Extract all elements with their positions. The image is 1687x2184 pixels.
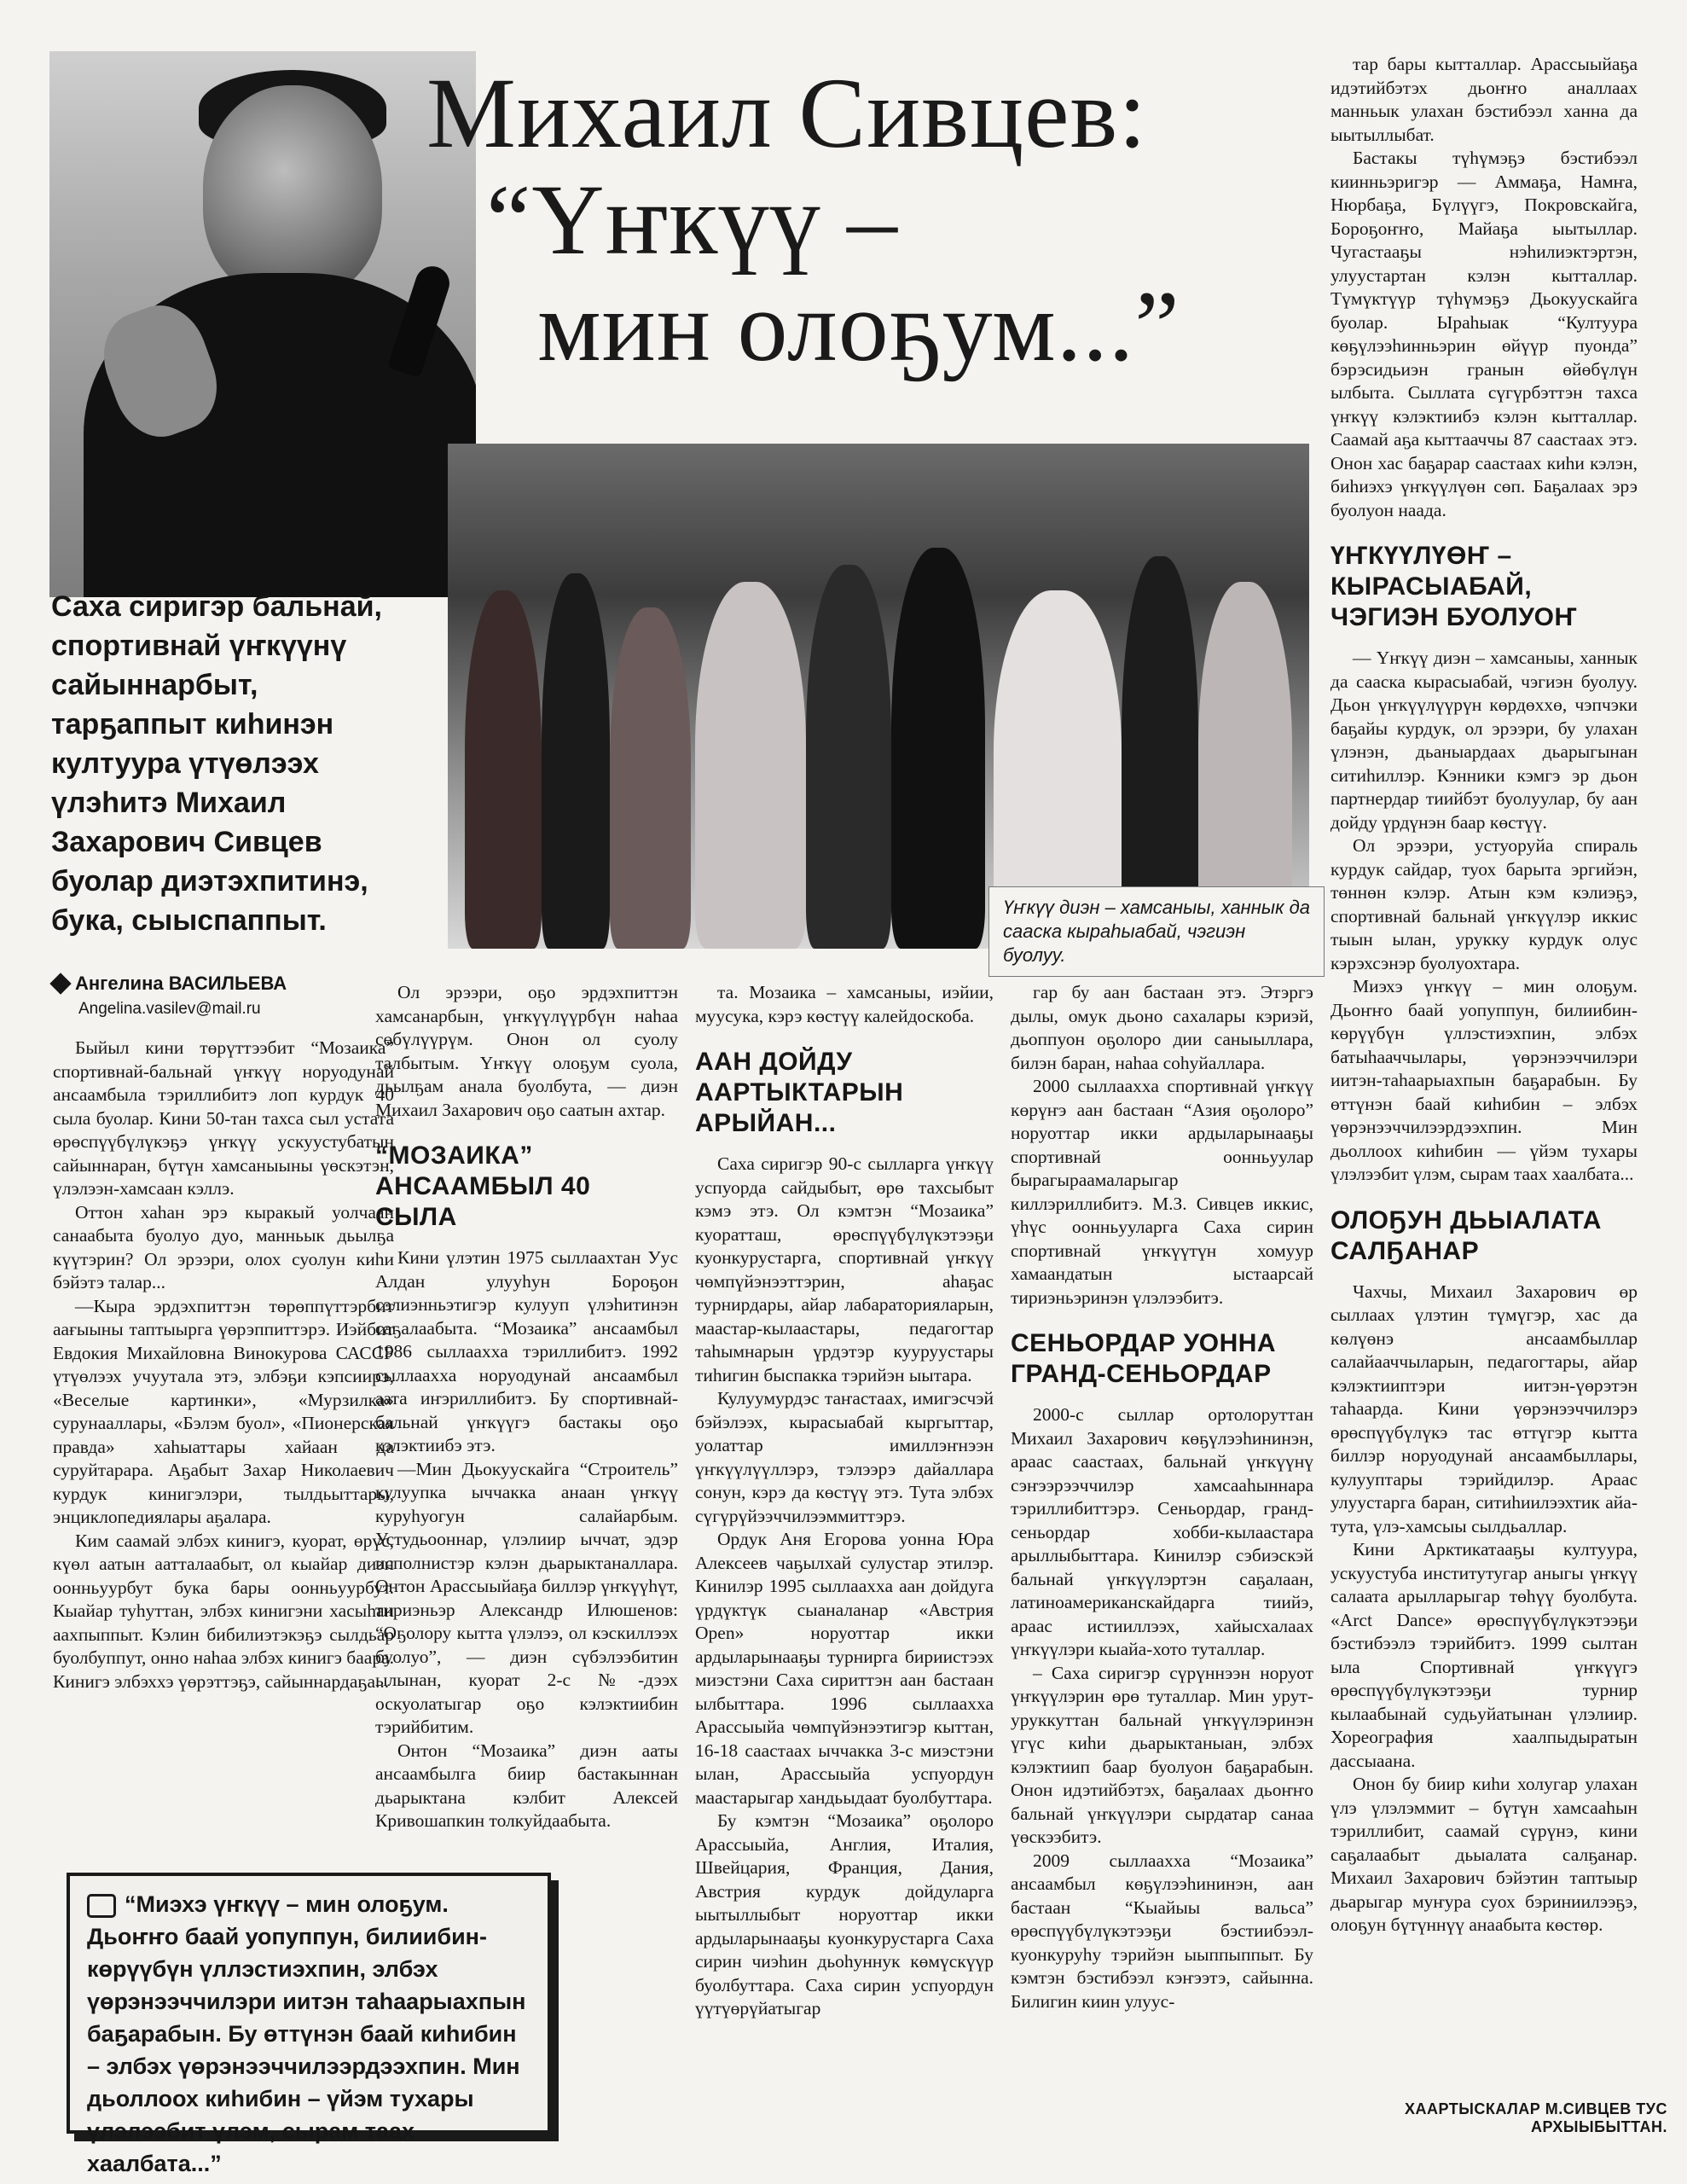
paragraph: Быйыл кини төрүттээбит “Мозаика” спортивнай-бальнай үҥкүү норуодунай ансаамбыла тэриллибитэ лоп курдук 40 сыла буолар. Кини 50-тан тахса сыл устата өрөспүүбүлүкэҕэ үҥкүү ускуустубатын сайыннаран, бүтүн хамсаныыны үөскэтэн, үлэлээн-хамсаан кэллэ. [53, 1037, 394, 1199]
photo-caption: Үҥкүү диэн – хамсаныы, ханнык да сааска кыраһыабай, чэгиэн буолуу. [989, 887, 1324, 976]
paragraph: Чахчы, Михаил Захарович өр сыллаах үлэтин түмүгэр, хас да көлүөнэ ансаамбыллар салайааччыларын, педагогтары, айар кэлэктииптэри иитэн-үөрэтэн таһаарда. Кини үөрэнээччилэрэ өрөспүүбүлүкэ тас өттүгэр кытта биллэр норуодунай ансаамбыллары, кулууптары тэрийдилэр. Араас улуустарга баран, ситиһиилээхтик айа-тута, үлэ-хамсыы сылдьаллар. [1330, 1281, 1638, 1536]
paragraph: тар бары кытталлар. Арассыыйаҕа идэтийбэтэх дьоҥҥо аналлаах манньык улахан бэстибээл ханна да ыытыллыбат. [1330, 54, 1638, 145]
author-name: Ангелина ВАСИЛЬЕВА [75, 973, 287, 994]
pen-icon [49, 973, 71, 994]
column-4 [1011, 981, 1313, 2013]
subheading: ОЛОҔУН ДЬЫАЛАТА САЛҔАНАР [1330, 1205, 1602, 1265]
headline-line-3: мин олоҕум...” [537, 270, 1180, 382]
paragraph: 2000 сыллаахха спортивнай үҥкүү көрүҥэ аан бастаан “Азия оҕолоро” норуоттар икки ардыларынааҕы спортивнай оонньуулар бырагыраамаларыгар киллэриллибитэ. М.З. Сивцев иккис, үһүс оонньууларга Саха сирин спортивнай үҥкүүтүн хомуур хамаандатын ыстаарсай тириэньэринэн үлэлээбитэ. [1011, 1076, 1313, 1308]
paragraph: Кини Арктикатааҕы култуура, ускуустуба институтугар аныгы үҥкүү салаата арылларыгар төһүү буолбута. «Arct Dance» өрөспүүбүлүкэтээҕи бэстибээлэ тэрийбитэ. 1999 сылтан ыла Спортивнай үҥкүүгэ өрөспүүбүлүкэтээҕи турнир кылаабынай судьуйатынан үлэлиир. Хореография хаалпыдыратын дассыаана. [1330, 1539, 1638, 1771]
column-1 [53, 1037, 394, 1693]
subheading: ҮҤКҮҮЛҮӨҤ – КЫРАСЫАБАЙ, ЧЭГИЭН БУОЛУОҤ [1330, 542, 1578, 631]
byline [53, 973, 386, 1019]
paragraph: Бастакы түһүмэҕэ бэстибээл киинньэригэр — Аммаҕа, Намҥа, Нюрбаҕа, Бүлүүгэ, Покровскайга, Бороҕоҥҥо, Майаҕа ыытыллар. Чугастааҕы нэһилиэктэртэн, улуустартан кэлэн кытталлар. Түмүктүүр түһүмэҕэ Дьокуускайга буолар. Ыраһыак “Култуура көҕүлээһинньэрин өйүүр пуонда” бэрэсидьиэн гранын өйөбүлүн ылбыта. Сыллата сүгүрбэттэн тахса үҥкүү кэлэктиибэ кэлэн кытталлар. Саамай аҕа кыттааччы 87 саастаах этэ. Онон хас баҕарар саастаах киһи кэлэн, биһиэхэ үҥкүүлүөн сөп. Баҕалаах эрэ буолуон наада. [1330, 148, 1638, 520]
paragraph: Онон бу биир киһи холугар улахан үлэ үлэлэммит – бүтүн хамсааһын тэриллибит, саамай сүрүнэ, кини саҕалаабыт дьыалата салҕанар. Михаил Захарович бэйэтин таптыыр дьарыгар муҥура суох бэриниилээҕэ, олоҕун бүтүннүү анаабыта көстөр. [1330, 1774, 1638, 1935]
paragraph: гар бу аан бастаан этэ. Этэргэ дылы, омук дьоно сахалары кэриэй, дьоппуон оҕолоро дии саныыллара, билэн баран, наһаа соһуйаллара. [1011, 982, 1313, 1073]
paragraph: та. Мозаика – хамсаныы, иэйии, муусука, кэрэ көстүү калейдоскоба. [695, 982, 994, 1026]
headline-line-1: Михаил Сивцев: [426, 57, 1148, 169]
speech-bubble-icon [87, 1894, 116, 1918]
photo-credit: ХААРТЫСКАЛАР М.СИВЦЕВ ТУС АРХЫЫБЫТТАН. [1404, 2100, 1667, 2135]
paragraph: Оттон хаһан эрэ кыракый уолчаан санаабыта буолуо дуо, манньык дьылҕа күүтэрин? Ол эрээри, олох суолун киһи бэйэтэ талар... [53, 1201, 394, 1292]
paragraph: —Кыра эрдэхпиттэн төрөппүттэрбит аағыыны таптыырга үөрэппиттэрэ. Иэйбит Евдокия Михайловна Винокурова САССР үтүөлээх учуутала этэ, элбэҕи кэпсиирэ, «Веселые картинки», «Мурзилка» сурунааллары, «Бэлэм буол», «Пионерская правда» хаһыаттары хайаан да суруйтарара. Аҕабыт Захар Николаевич курдук кинигэлэри, тылдьыттары, энциклопедиялары аҕалара. [53, 1295, 394, 1527]
pull-quote-text: “Миэхэ үҥкүү – мин олоҕум. Дьоҥҥо баай уопуппун, билиибин-көрүүбүн үллэстиэхпин, элбэх үөрэнээччилэри иитэн таһаарыахпын баҕарабын. Бу өттүнэн баай киһибин – элбэх үөрэнээччилээрдээхпин. Мин дьоллоох киһибин – үйэм тухары үлэлээбит үлэм, сырам таах хаалбата...” [87, 1891, 526, 2176]
column-2 [375, 981, 678, 1833]
pull-quote [67, 1873, 551, 2176]
paragraph: Миэхэ үҥкүү – мин олоҕум. Дьоҥҥо баай уопуппун, билиибин-көрүүбүн үллэстиэхпин, элбэх батыһааччылары, үөрэнээччилэри иитэн-таһаарыахпын баҕарабын. Бу өттүнэн баай киһибин – элбэх үөрэнээччилээрдээхпин. Мин дьоллоох киһибин — үйэм тухары үлэлээбит үлэм, сырам таах хаалбата... [1330, 976, 1638, 1184]
stage-photo [448, 444, 1309, 949]
headline [426, 57, 1305, 382]
paragraph: Бу кэмтэн “Мозаика” оҕолоро Арассыыйа, Англия, Италия, Швейцария, Франция, Дания, Австрия курдук дойдуларга ыытыллыбыт норуоттар икки ардыларынааҕы куонкурустарга Саха сирин чиэһин дьоһуннук көмүскүүр буолбуттара. Саха сирин успуордун үүтүөрүйатыгар [695, 1810, 994, 2018]
paragraph: 2009 сыллаахха “Мозаика” ансаамбыл көҕүлээһининэн, аан бастаан “Кыайыы вальса” өрөспүүбүлүкэтээҕи бэстиибээл-куонкуруһу тэрийэн ыыппыппыт. Бу кэмтэн бэстибээл кэҥээтэ, сайынна. Билигин киин улуус- [1011, 1850, 1313, 2012]
paragraph: Саха сиригэр 90-с сылларга үҥкүү успуорда сайдыбыт, өрө тахсыбыт кэмэ этэ. Ол кэмтэн “Мозаика” куоратташ, өрөспүүбүлүкэтээҕи куонкурустарга, спортивнай үҥкүү чөмпүйэнээттэрин, аһаҕас турнирдары, айар лабараторияларын, маастар-кылаастары, педагогтар таһымнарын үрдэтэр кууруустары тиһигин быспакка тэрийэн ыытара. [695, 1153, 994, 1385]
paragraph: – Саха сиригэр сүрүннээн норуот үҥкүүлэрин өрө туталлар. Мин урут-уруккуттан бальнай үҥкүүлэринэн үгүс киһи дьарыктаныан, элбэх кэлэктиип баар буолуон баҕарабын. Онон идэтийбэтэх, баҕалаах дьоҥҥо бальнай үҥкүүлэри сырдатар санаа үөскээбитэ. [1011, 1662, 1313, 1847]
paragraph: Кини үлэтин 1975 сыллаахтан Уус Алдан улууһун Бороҕон сэлиэнньэтигэр кулууп үлэһитинэн саҕалаабыта. “Мозаика” ансаамбыл 1986 сыллаахха тэриллибитэ. 1992 сыллаахха норуодунай ансаамбыл аата иҥэриллибитэ. Бу спортивнай-бальнай үҥкүүгэ бастакы оҕо кэлэктиибэ этэ. [375, 1247, 678, 1455]
paragraph: — Үҥкүү диэн – хамсаныы, ханнык да сааска кырасыабай, чэгиэн буолуу. Дьон үҥкүүлүүрүн көрдөххө, чэпчэки баҕайы курдук, ол эрээри, бу улахан үлэнэн, дьаныардаах дьарыгынан ситиһиллэр. Кэнники кэмгэ эр дьон партнердар тиийбэт буолуулар, бу аан дойду үрдүнэн баар көстүү. [1330, 648, 1638, 833]
paragraph: —Мин Дьокуускайга “Строитель” кулуупка ыччакка анаан үҥкүү куруһуогун салайарбым. Устудьооннар, үлэлиир ыччат, эдэр исполнистэр кэлэн дьарыктаналлара. Онтон Арассыыйаҕа биллэр үҥкүүһүт, тириэньэр Александр Илюшенов: “Оҕолору кытта үлэлээ, ол кэскиллээх буолуо”, — диэн сүбэлээбитин ылынан, куорат 2-с №-дээх оскуолатыгар оҕо кэлэктиибин тэрийбитим. [375, 1458, 678, 1737]
paragraph: Ким саамай элбэх кинигэ, куорат, өрүс, күөл аатын аатталаабыт, ол кыайар диэн оонньуурбут бука бары оонньуурбут. Кыайар туһуттан, элбэх кинигэни хасыһан аахпыппыт. Кэлин бибилиэтэкэҕэ сылдьар буолбуппут, онно наһаа элбэх кинигэ баара. Кинигэ элбэххэ үөрэттэҕэ, сайыннардаҕа... [53, 1530, 394, 1692]
paragraph: Ордук Аня Егорова уонна Юра Алексеев чаҕылхай сулустар этилэр. Кинилэр 1995 сыллаахха аан дойдуга үрдүктүк сыаналанар «Австрия Open» норуоттар икки ардыларынааҕы турнирга бириистээх миэстэни Саха сириттэн аан бастаан ылбыттара. 1996 сыллаахха Арассыыйа чөмпүйэнээтигэр кыттан, 16-18 саастаах ыччакка 3-с миэстэни ылан, Арассыыйа успуордун маастарыгар хандьыдаат буолбуттара. [695, 1529, 994, 1808]
headline-line-2: “Үҥкүү – [486, 164, 898, 276]
paragraph: Онтон “Мозаика” диэн ааты ансаамбылга биир бастакыннан дьарыктана кэлбит Алексей Кривошапкин толкуйдаабыта. [375, 1740, 678, 1831]
paragraph: Ол эрээри, устуоруйа спираль курдук сайдар, туох барыта эргийэн, төннөн кэлэр. Атын кэм кэлиэҕэ, спортивнай бальнай үҥкүүлэр иккис тыын ылан, урукку курдук олус кэрэхсэнэр буолуохтара. [1330, 835, 1638, 973]
paragraph: 2000-с сыллар ортолоруттан Михаил Захарович көҕүлээһининэн, араас саастаах, бальнай үҥкүүнү сэҥээрээччилэр хамсааһыннара тэриллибиттэрэ. Сеньордар, гранд-сеньордар хобби-кылаастара арыллыбыттара. Кинилэр сэбиэскэй бальнай үҥкүүлэртэн саҕалаан, латиноамериканскайдарга тиийэ, араас истииллээх, хайысхалаах үҥкүүлэри кыайа-хото туталлар. [1011, 1404, 1313, 1659]
author-email: Angelina.vasilev@mail.ru [78, 1000, 261, 1018]
subheading: ААН ДОЙДУ ААРТЫКТАРЫН АРЫЙАН... [695, 1048, 904, 1137]
portrait-photo [49, 51, 476, 597]
subheading: “МОЗАИКА” АНСААМБЫЛ 40 СЫЛА [375, 1141, 591, 1231]
column-5 [1330, 53, 1638, 1937]
column-3 [695, 981, 994, 2021]
paragraph: Ол эрээри, оҕо эрдэхпиттэн хамсанарбын, үҥкүүлүүрбүн наһаа сөбүлүүрүм. Онон ол суолу талбытым. Үҥкүү олоҕум суола, дьылҕам анала буолбута, — диэн Михаил Захарович оҕо саатын ахтар. [375, 982, 678, 1120]
subheading: СЕНЬОРДАР УОННА ГРАНД-СЕНЬОРДАР [1011, 1329, 1277, 1388]
paragraph: Кулуумурдэс таҥастаах, имигэсчэй бэйэлээх, кырасыабай кыргыттар, уолаттар имиллэҥнээн үҥкүүлүүллэрэ, тэлээрэ дайаллара сонун, кэрэ да көстүү этэ. Тута элбэх сүгүрүйээччилээммиттэрэ. [695, 1388, 994, 1526]
lead-paragraph: Саха сиригэр бальнай, спортивнай үҥкүүнү сайыннарбыт, тарҕаппыт киһинэн култуура үтүөлээх үлэһитэ Михаил Захарович Сивцев буолар диэтэхпитинэ, бука, сыыспаппыт. [51, 590, 382, 937]
